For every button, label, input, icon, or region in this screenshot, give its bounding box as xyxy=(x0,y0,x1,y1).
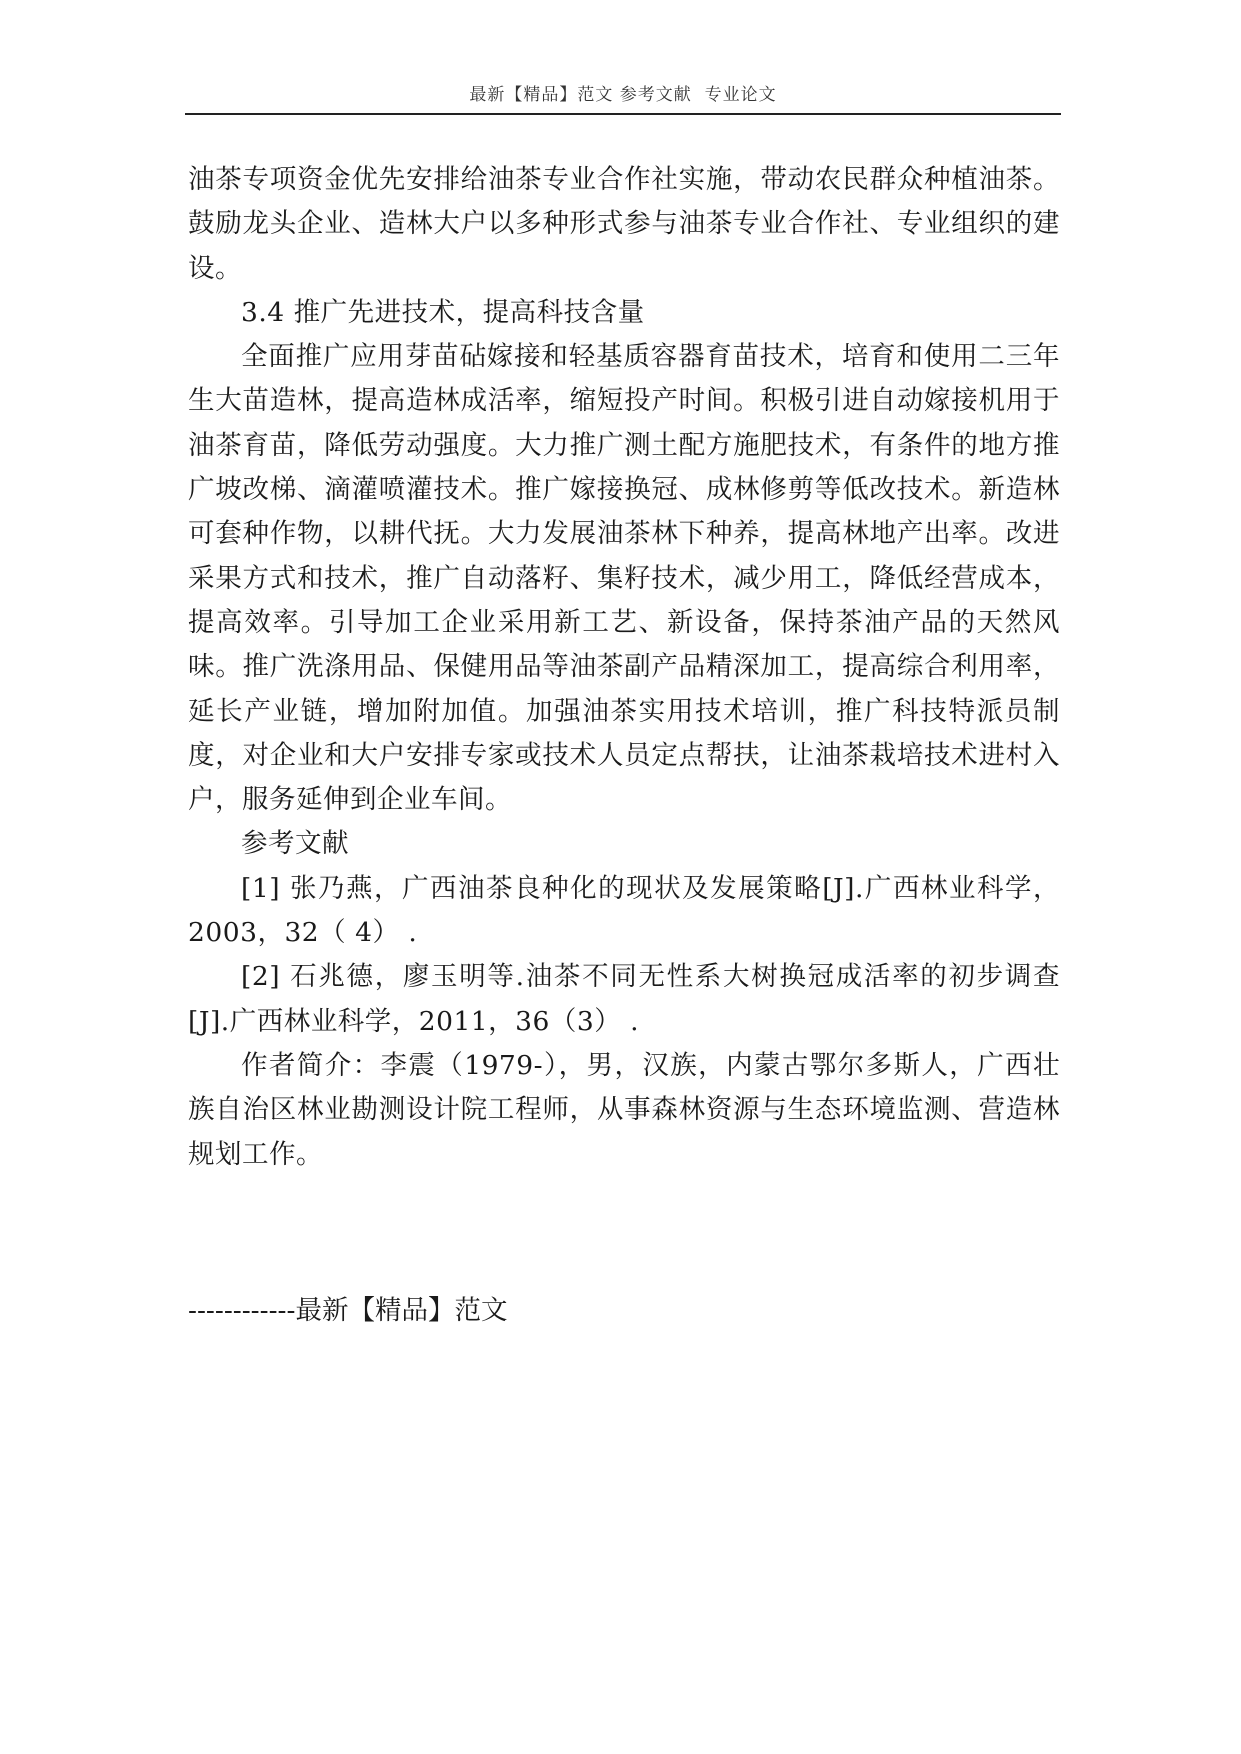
reference-item: [1] 张乃燕，广西油茶良种化的现状及发展策略[J].广西林业科学，2003，32（ 4） . xyxy=(188,872,1060,949)
references-heading: 参考文献 xyxy=(241,828,349,860)
author-bio: 作者简介：李震（1979-），男，汉族，内蒙古鄂尔多斯人，广西壮族自治区林业勘测设计院工程师，从事森林资源与生态环境监测、营造林规划工作。 xyxy=(188,1049,1060,1170)
page-header: 最新【精品】范文 参考文献 专业论文 xyxy=(469,85,777,105)
paragraph-funding: 油茶专项资金优先安排给油茶专业合作社实施，带动农民群众种植油茶。鼓励龙头企业、造林大户以多种形式参与油茶专业合作社、专业组织的建设。 xyxy=(188,164,1060,284)
header-rule xyxy=(185,113,1061,115)
document-body xyxy=(188,158,1060,1177)
page-footer: ------------最新【精品】范文 xyxy=(188,1295,508,1326)
reference-item: [2] 石兆德，廖玉明等.油茶不同无性系大树换冠成活率的初步调查[J].广西林业科学，2011，36（3） . xyxy=(188,961,1060,1037)
section-heading: 3.4 推广先进技术，提高科技含量 xyxy=(241,296,645,328)
paragraph-technology: 全面推广应用芽苗砧嫁接和轻基质容器育苗技术，培育和使用二三年生大苗造林，提高造林成活率，缩短投产时间。积极引进自动嫁接机用于油茶育苗，降低劳动强度。大力推广测土配方施肥技术，有条件的地方推广坡改梯、滴灌喷灌技术。推广嫁接换冠、成林修剪等低改技术。新造林可套种作物，以耕代抚。大力发展油茶林下种养，提高林地产出率。改进采果方式和技术，推广自动落籽、集籽技术，减少用工，降低经营成本，提高效率。引导加工企业采用新工艺、新设备，保持茶油产品的天然风味。推广洗涤用品、保健用品等油茶副产品精深加工，提高综合利用率，延长产业链，增加附加值。加强油茶实用技术培训，推广科技特派员制度，对企业和大户安排专家或技术人员定点帮扶，让油茶栽培技术进村入户，服务延伸到企业车间。 xyxy=(188,341,1060,816)
